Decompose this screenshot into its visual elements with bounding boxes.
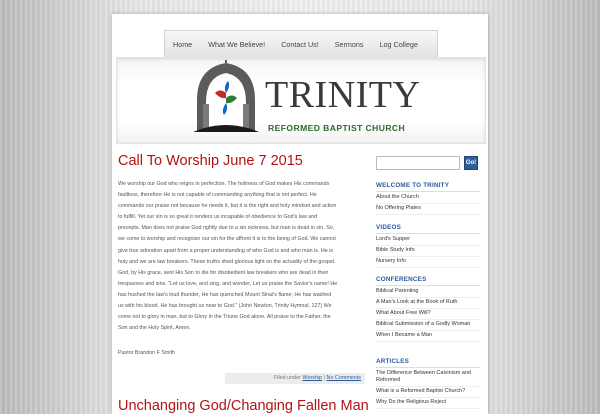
- post-title-2[interactable]: Unchanging God/Changing Fallen Man: [118, 398, 369, 414]
- post-line: has hushed the law's loud thunder, He has quenched Mount Sinai's flame; He has washed: [118, 291, 332, 298]
- list-item[interactable]: About the Church: [376, 193, 480, 204]
- list-item[interactable]: The Difference Between Calvinism and Reformed: [376, 369, 480, 387]
- post-line: holy and we are law breakers. These truths shed glorious light on the actuality of the gospel.: [118, 258, 336, 265]
- post-line: precepts. Man does not praise God rightly due to a sin sickness, but man is dead in sin. So,: [118, 225, 335, 232]
- comments-link[interactable]: No Comments: [326, 375, 361, 381]
- category-link[interactable]: Worship: [302, 375, 323, 381]
- meta-separator: |: [323, 375, 326, 381]
- site-tagline: REFORMED BAPTIST CHURCH: [268, 123, 406, 133]
- post-line: God, by His grace, sent His Son to die for disobedient law breakers who are dead in their: [118, 269, 329, 276]
- post-line: to fulfill. Yet our sin is so great it renders us incapable of obedience to God's law and: [118, 214, 318, 221]
- post-line: come not to glory in man, but to Glory in the Triune God alone. All praise to the Father, the: [118, 314, 331, 321]
- list-item[interactable]: Nursery Info: [376, 257, 480, 268]
- widget-title-conferences: CONFERENCES: [376, 276, 480, 286]
- nav-what-we-believe[interactable]: What We Believe!: [208, 40, 266, 49]
- search-input[interactable]: [376, 156, 460, 170]
- site-header: [116, 57, 486, 144]
- widget-list-articles: [376, 369, 480, 409]
- filed-under-label: Filed under: [273, 375, 301, 381]
- post-body: [118, 179, 364, 334]
- post-line: give true adoration apart from a proper understanding of who God is and who man is. He is: [118, 247, 334, 254]
- post-line: trespasses and sins. "Let us love, and sing, and wonder, Let us praise the Savior's name! He: [118, 280, 338, 287]
- list-item[interactable]: No Offering Plates: [376, 204, 480, 215]
- list-item[interactable]: A Man's Look at the Book of Ruth: [376, 298, 480, 309]
- list-item[interactable]: Biblical Parenting: [376, 287, 480, 298]
- post-line: We worship our God who reigns in perfection. The holiness of God makes His commands: [118, 181, 330, 187]
- post-line: commands our praise not because he needs it, but it is the right and holy mindset and action: [118, 203, 337, 210]
- widget-list-conferences: [376, 287, 480, 342]
- post-line: faultless, therefore He is not capable of commanding anything that is not perfect. He: [118, 192, 317, 199]
- widget-list-welcome: [376, 193, 480, 215]
- nav-log-college[interactable]: Log College: [379, 40, 418, 49]
- nav-home[interactable]: Home: [173, 40, 193, 49]
- list-item[interactable]: When I Became a Man: [376, 331, 480, 342]
- site-title[interactable]: TRINITY: [265, 74, 421, 116]
- main-navigation: [164, 30, 438, 58]
- widget-title-articles: ARTICLES: [376, 358, 480, 368]
- nav-contact-us[interactable]: Contact Us!: [281, 40, 319, 49]
- widget-title-videos: VIDEOS: [376, 224, 480, 234]
- church-arch-logo-icon[interactable]: [193, 60, 259, 132]
- widget-list-videos: [376, 235, 480, 268]
- post-line: us with his blood, He has brought us near to God." (John Newton, Trinity Hymnal, 127) We: [118, 303, 332, 310]
- post-title[interactable]: Call To Worship June 7 2015: [118, 153, 303, 169]
- list-item[interactable]: Biblical Submission of a Godly Woman: [376, 320, 480, 331]
- list-item[interactable]: Bible Study Info: [376, 246, 480, 257]
- nav-sermons[interactable]: Sermons: [334, 40, 364, 49]
- post-byline: Pastor Brandon F Smith: [118, 350, 176, 356]
- post-line: we come to worship and recognize our sin for the affront it is to the being of God. We cannot: [118, 236, 336, 243]
- search-button[interactable]: Go!: [464, 156, 478, 170]
- list-item[interactable]: What is a Reformed Baptist Church?: [376, 387, 480, 398]
- post-meta: [225, 373, 365, 384]
- list-item[interactable]: Why Do the Religious Reject: [376, 398, 480, 409]
- widget-title-welcome: WELCOME TO TRINITY: [376, 182, 480, 192]
- list-item[interactable]: What About Free Will?: [376, 309, 480, 320]
- post-line: Son and the Holy Spirit, Amen.: [118, 325, 191, 332]
- page-container: [112, 14, 488, 414]
- list-item[interactable]: Lord's Supper: [376, 235, 480, 246]
